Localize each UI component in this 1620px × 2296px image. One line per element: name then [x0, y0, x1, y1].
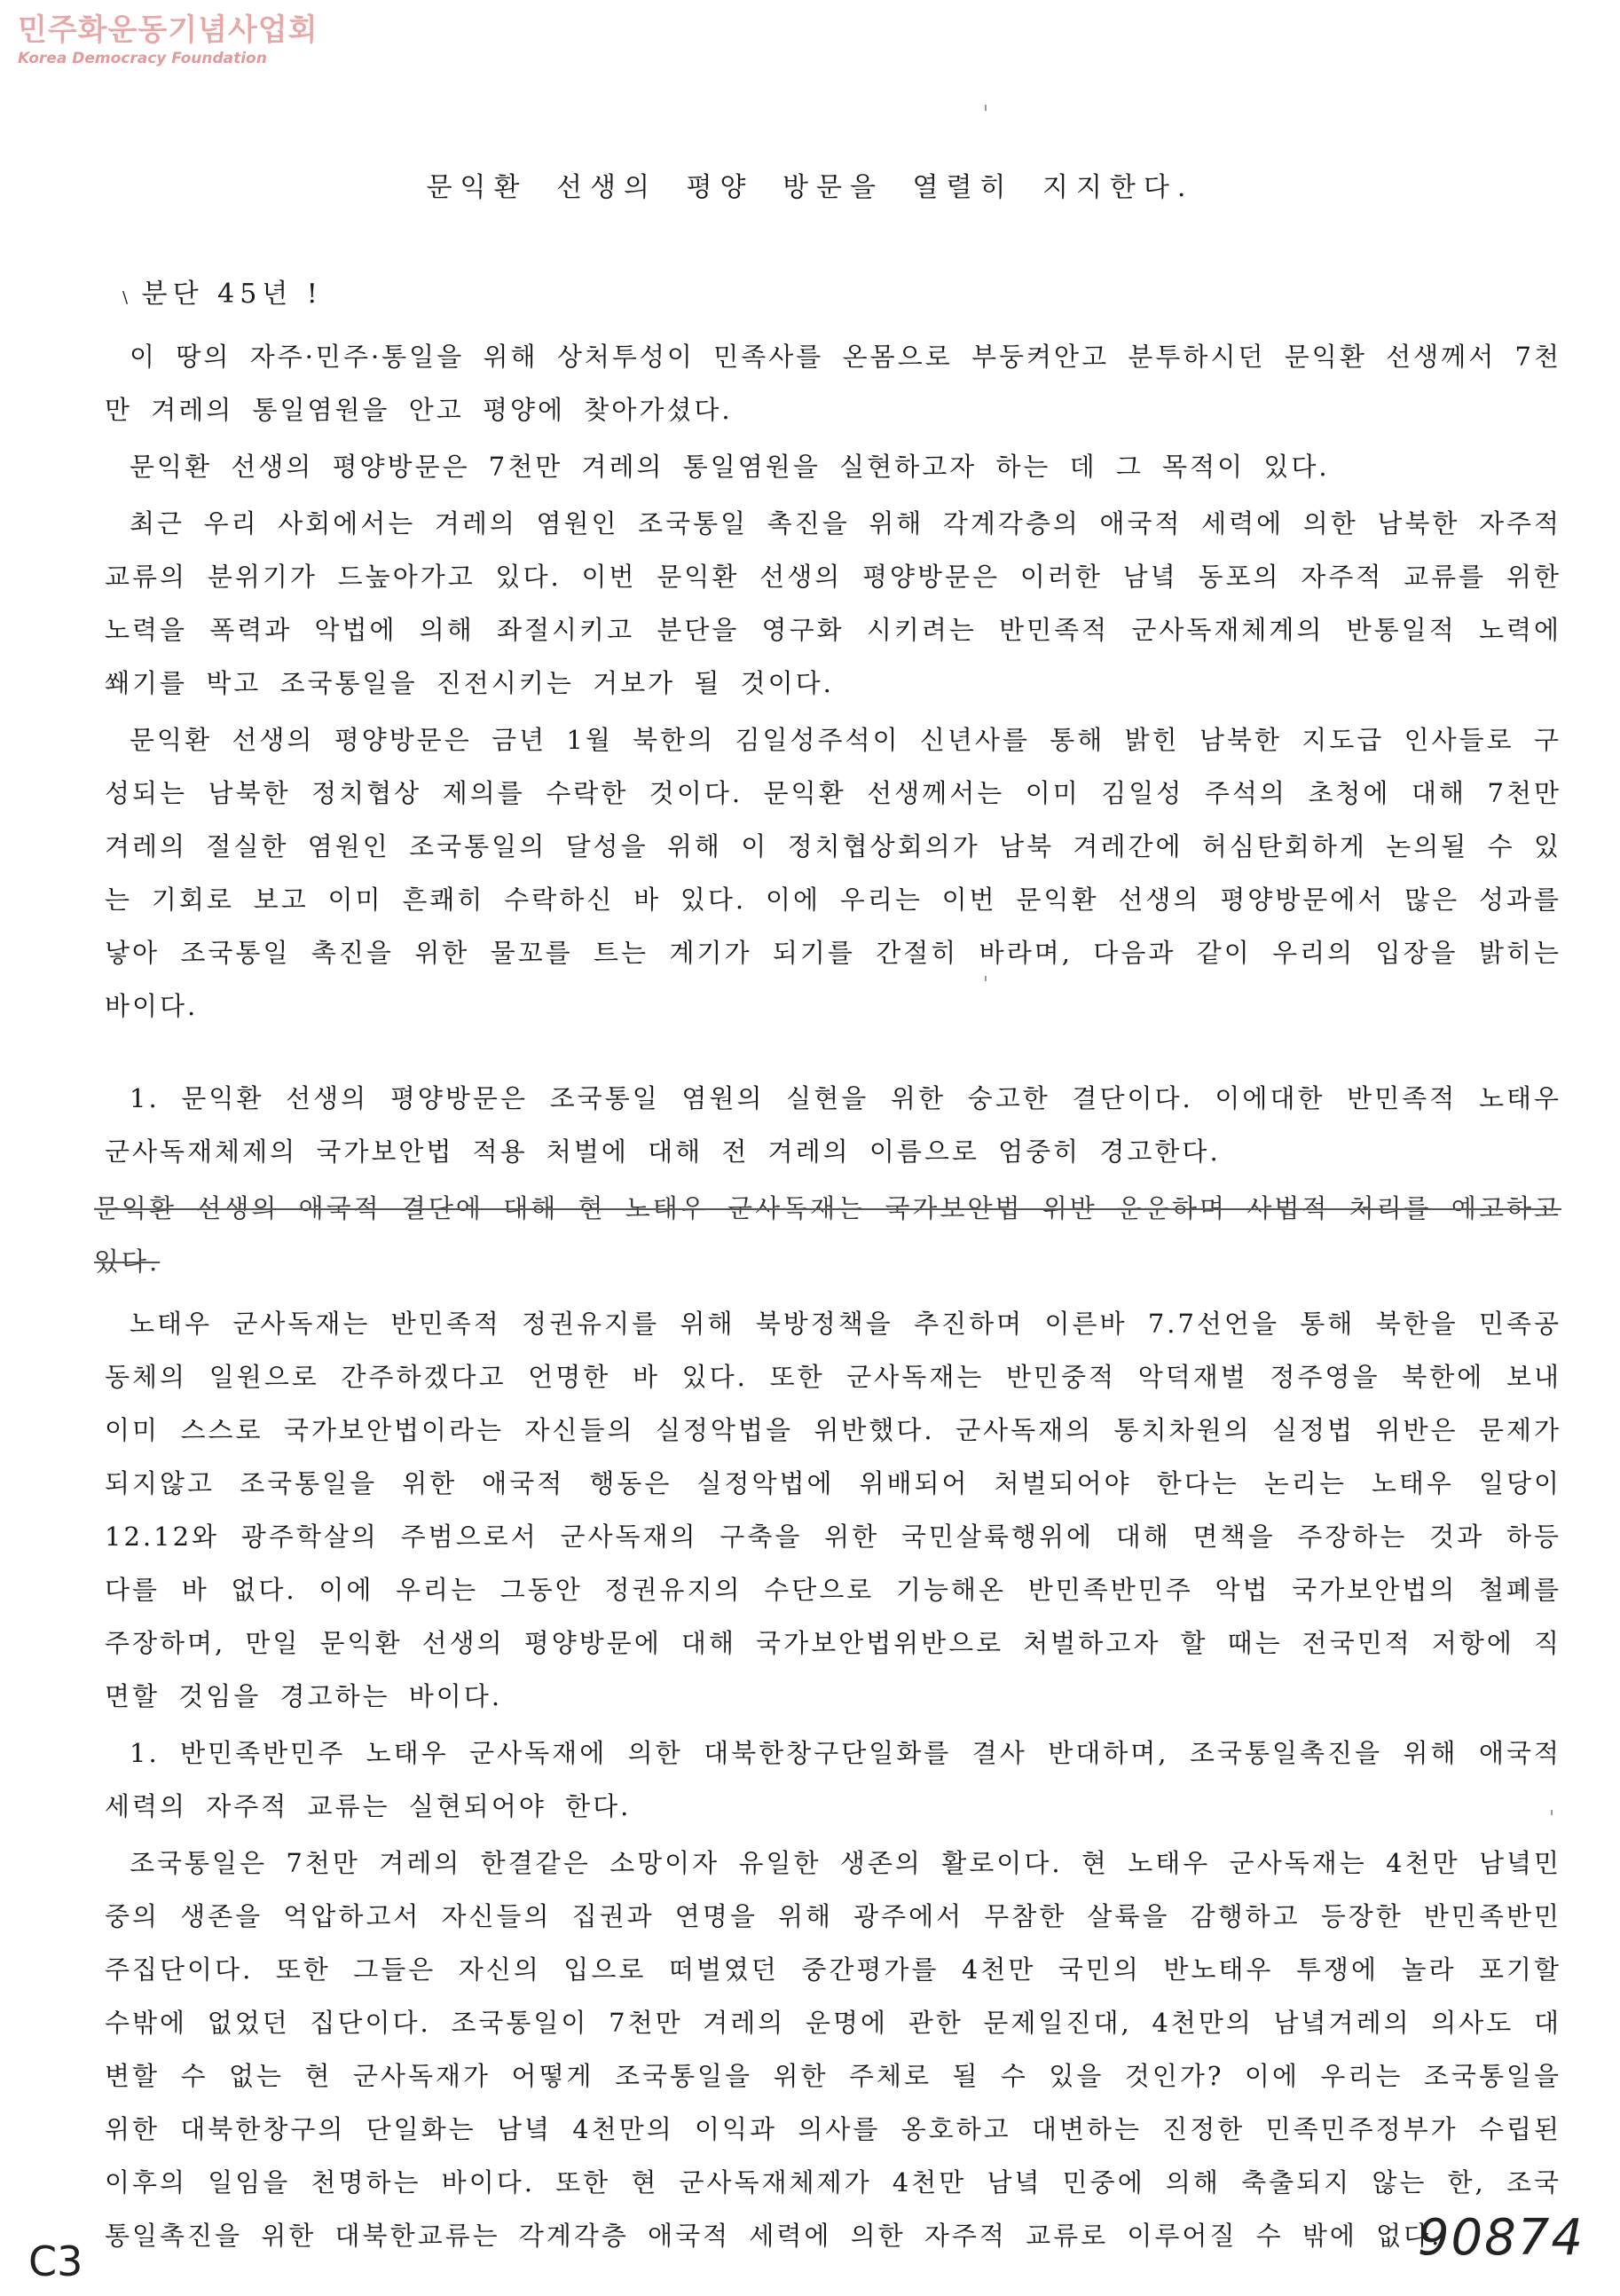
document-body	[94, 330, 1561, 2266]
scan-speck	[985, 976, 987, 981]
paragraph-proposal: 문익환 선생의 평양방문은 금년 1월 북한의 김일성주석이 신년사를 통해 밝힌 남북한 지도급 인사들로 구성되는 남북한 정치협상 제의를 수락한 것이다. 문익환 선생께서는 이미 김일성 주석의 초청에 대해 7천만 겨레의 절실한 염원인 조국통일의 달성을 위해 이 정치협상회의가 남북 겨레간에 허심탄회하게 논의될 수 있는 기회로 보고 이미 흔쾌히 수락하신 바 있다. 이에 우리는 이번 문익환 선생의 평양방문에서 많은 성과를 낳아 조국통일 촉진을 위한 물꼬를 트는 계기가 되기를 간절히 바라며, 다음과 같이 우리의 입장을 밝히는 바이다.	[105, 725, 1561, 1021]
document-title: 문익환 선생의 평양 방문을 열렬히 지지한다.	[426, 172, 1194, 203]
paragraph-argument: 노태우 군사독재는 반민족적 정권유지를 위해 북방정책을 추진하며 이른바 7.7선언을 통해 북한을 민족공동체의 일원으로 간주하겠다고 언명한 바 있다. 또한 군사독재는 반민중적 악덕재벌 정주영을 북한에 보내 이미 스스로 국가보안법이라는 자신들의 실정악법을 위반했다. 군사독재의 통치차원의 실정법 위반은 문제가 되지않고 조국통일을 위한 애국적 행동은 실정악법에 위배되어 처벌되어야 한다는 논리는 노태우 일당이 12.12와 광주학살의 주범으로서 군사독재의 구축을 위한 국민살륙행위에 대해 면책을 주장하는 것과 하등 다를 바 없다. 이에 우리는 그동안 정권유지의 수단으로 기능해온 반민족반민주 악법 국가보안법의 철폐를 주장하며, 만일 문익환 선생의 평양방문에 대해 국가보안법위반으로 처벌하고자 할 때는 전국민적 저항에 직면할 것임을 경고하는 바이다.	[105, 1309, 1561, 1711]
heading-mark: \	[122, 288, 129, 307]
paragraph-point-two: 1. 반민족반민주 노태우 군사독재에 의한 대북한창구단일화를 결사 반대하며, 조국통일촉진을 위해 애국적 세력의 자주적 교류는 실현되어야 한다.	[105, 1738, 1561, 1821]
watermark-english: Korea Democracy Foundation	[18, 50, 267, 67]
watermark-logo	[18, 12, 318, 67]
paragraph-struck-line: 문익환 선생의 애국적 결단에 대해 현 노태우 군사독재는 국가보안법 위반 운운하며 사법적 처리를 예고하고 있다.	[94, 1193, 1561, 1277]
paragraph-purpose: 문익환 선생의 평양방문은 7천만 겨레의 통일염원을 실현하고자 하는 데 그 목적이 있다.	[130, 452, 1330, 482]
paragraph-point-one: 1. 문익환 선생의 평양방문은 조국통일 염원의 실현을 위한 숭고한 결단이다. 이에대한 반민족적 노태우 군사독재체제의 국가보안법 적용 처벌에 대해 전 겨레의 이름으로 엄중히 경고한다.	[105, 1083, 1561, 1167]
handwritten-mark-left: C3	[28, 2237, 83, 2285]
heading-text: 분단 45년 !	[141, 279, 323, 310]
handwritten-mark-right: 90874	[1417, 2209, 1585, 2267]
scan-speck	[985, 105, 987, 111]
section-heading	[122, 271, 323, 311]
paragraph-conclusion: 조국통일은 7천만 겨레의 한결같은 소망이자 유일한 생존의 활로이다. 현 노태우 군사독재는 4천만 남녘민중의 생존을 억압하고서 자신들의 집권과 연명을 위해 광주에서 무참한 살륙을 감행하고 등장한 반민족반민주집단이다. 또한 그들은 자신의 입으로 떠벌였던 중간평가를 4천만 국민의 반노태우 투쟁에 놀라 포기할 수밖에 없었던 집단이다. 조국통일이 7천만 겨레의 운명에 관한 문제일진대, 4천만의 남녘겨레의 의사도 대변할 수 없는 현 군사독재가 어떻게 조국통일을 위한 주체로 될 수 있을 것인가? 이에 우리는 조국통일을 위한 대북한창구의 단일화는 남녘 4천만의 이익과 의사를 옹호하고 대변하는 진정한 민족민주정부가 수립된 이후의 일임을 천명하는 바이다. 또한 현 군사독재체제가 4천만 남녘 민중에 의해 축출되지 않는 한, 조국통일촉진을 위한 대북한교류는 각계각층 애국적 세력에 의한 자주적 교류로 이루어질 수 밖에 없다.	[105, 1848, 1561, 2251]
paragraph-context: 최근 우리 사회에서는 겨레의 염원인 조국통일 촉진을 위해 각계각층의 애국적 세력에 의한 남북한 자주적 교류의 분위기가 드높아가고 있다. 이번 문익환 선생의 평양방문은 이러한 남녘 동포의 자주적 교류를 위한 노력을 폭력과 악법에 의해 좌절시키고 분단을 영구화 시키려는 반민족적 군사독재체계의 반통일적 노력에 쐐기를 박고 조국통일을 진전시키는 거보가 될 것이다.	[105, 508, 1561, 698]
watermark-korean: 민주화운동기념사업회	[18, 12, 318, 48]
paragraph-intro: 이 땅의 자주·민주·통일을 위해 상처투성이 민족사를 온몸으로 부둥켜안고 분투하시던 문익환 선생께서 7천만 겨레의 통일염원을 안고 평양에 찾아가셨다.	[105, 342, 1561, 425]
scan-speck	[1551, 1810, 1553, 1815]
